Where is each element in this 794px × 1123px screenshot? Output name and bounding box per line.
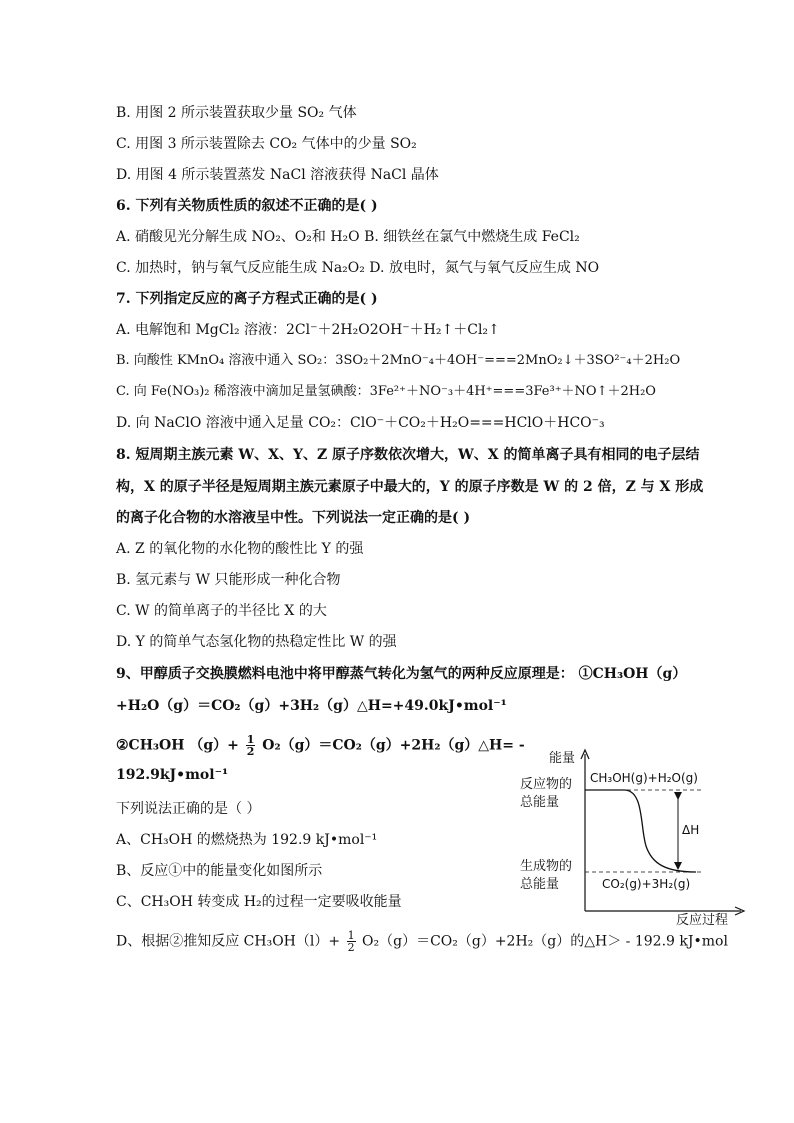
- fraction-numerator: 1: [246, 733, 255, 746]
- q9-option-d-part-1: D、根据②推知反应 CH₃OH（l）+: [116, 933, 341, 950]
- product-label-line-1: 生成物的: [520, 859, 573, 874]
- equation-2-part-2: O₂（g）＝CO₂（g）+2H₂（g）△H= -: [262, 737, 525, 754]
- q9-option-c: C、CH₃OH 转变成 H₂的过程一定要吸收能量: [116, 894, 402, 910]
- reactant-label-line-1: 反应物的: [520, 777, 573, 792]
- question-7-stem: 7. 下列指定反应的离子方程式正确的是( ): [116, 291, 378, 307]
- q7-option-a: A. 电解饱和 MgCl₂ 溶液：2Cl⁻＋2H₂O2OH⁻＋H₂↑＋Cl₂↑: [116, 322, 500, 338]
- energy-diagram: [516, 746, 746, 928]
- q9-option-d: [116, 930, 728, 953]
- q9-option-a: A、CH₃OH 的燃烧热为 192.9 kJ•mol⁻¹: [116, 832, 378, 848]
- one-half-fraction: [246, 734, 256, 757]
- fraction-denominator: 2: [246, 745, 255, 758]
- equation-2-part-1: ②CH₃OH （g）+: [116, 737, 239, 754]
- q5-option-b: B. 用图 2 所示装置获取少量 SO₂ 气体: [116, 105, 357, 121]
- question-9-equation-2-cont: 192.9kJ•mol⁻¹: [116, 767, 229, 783]
- q9-option-d-part-2: O₂（g）＝CO₂（g）+2H₂（g）的△H＞ - 192.9 kJ•mol: [362, 933, 728, 950]
- question-9-equation-1: +H₂O（g）＝CO₂（g）+3H₂（g）△H=+49.0kJ•mol⁻¹: [116, 698, 507, 714]
- fraction-numerator: 1: [347, 929, 355, 942]
- question-9-ask: 下列说法正确的是（ ）: [116, 801, 261, 817]
- q5-option-d: D. 用图 4 所示装置蒸发 NaCl 溶液获得 NaCl 晶体: [116, 167, 439, 183]
- q8-option-b: B. 氢元素与 W 只能形成一种化合物: [116, 572, 341, 588]
- question-6-stem: 6. 下列有关物质性质的叙述不正确的是( ): [116, 198, 378, 214]
- reactant-label-line-2: 总能量: [520, 795, 560, 810]
- y-axis-label: 能量: [549, 751, 576, 766]
- q8-option-a: A. Z 的氧化物的水化物的酸性比 Y 的强: [116, 541, 364, 557]
- fraction-denominator: 2: [347, 941, 355, 954]
- q7-option-c: C. 向 Fe(NO₃)₂ 稀溶液中滴加足量氢碘酸：3Fe²⁺＋NO⁻₃＋4H⁺===3Fe³⁺＋NO↑＋2H₂O: [116, 384, 656, 399]
- delta-h-label: ΔH: [682, 823, 700, 837]
- product-formula: CO₂(g)+3H₂(g): [602, 877, 691, 891]
- question-8-stem-line-2: 构，X 的原子半径是短周期主族元素原子中最大的，Y 的原子序数是 W 的 2 倍，Z 与 X 形成: [116, 479, 704, 495]
- question-8-stem-line-3: 的离子化合物的水溶液呈中性。下列说法一定正确的是( ): [116, 510, 471, 526]
- q6-options-ab: A. 硝酸见光分解生成 NO₂、O₂和 H₂O B. 细铁丝在氯气中燃烧生成 FeCl₂: [116, 229, 580, 245]
- x-axis-label: 反应过程: [676, 912, 729, 928]
- q5-option-c: C. 用图 3 所示装置除去 CO₂ 气体中的少量 SO₂: [116, 136, 417, 152]
- question-9-equation-2: [116, 734, 525, 757]
- q8-option-c: C. W 的简单离子的半径比 X 的大: [116, 603, 327, 619]
- q6-options-cd: C. 加热时，钠与氧气反应能生成 Na₂O₂ D. 放电时，氮气与氧气反应生成 NO: [116, 260, 600, 276]
- q7-option-d: D. 向 NaClO 溶液中通入足量 CO₂：ClO⁻＋CO₂＋H₂O===HClO＋HCO⁻₃: [116, 415, 605, 431]
- q8-option-d: D. Y 的简单气态氢化物的热稳定性比 W 的强: [116, 634, 397, 650]
- reaction-energy-curve: [585, 790, 696, 872]
- reactant-formula: CH₃OH(g)+H₂O(g): [590, 771, 698, 785]
- question-9-stem-line-1: 9、甲醇质子交换膜燃料电池中将甲醇蒸气转化为氢气的两种反应原理是： ①CH₃OH（g）: [116, 666, 687, 682]
- q7-option-b: B. 向酸性 KMnO₄ 溶液中通入 SO₂：3SO₂＋2MnO⁻₄＋4OH⁻===2MnO₂↓＋3SO²⁻₄＋2H₂O: [116, 353, 681, 368]
- q9-option-b: B、反应①中的能量变化如图所示: [116, 863, 323, 879]
- question-8-stem-line-1: 8. 短周期主族元素 W、X、Y、Z 原子序数依次增大，W、X 的简单离子具有相同的电子层结: [116, 447, 700, 463]
- one-half-fraction: [347, 930, 356, 953]
- product-label-line-2: 总能量: [520, 877, 560, 892]
